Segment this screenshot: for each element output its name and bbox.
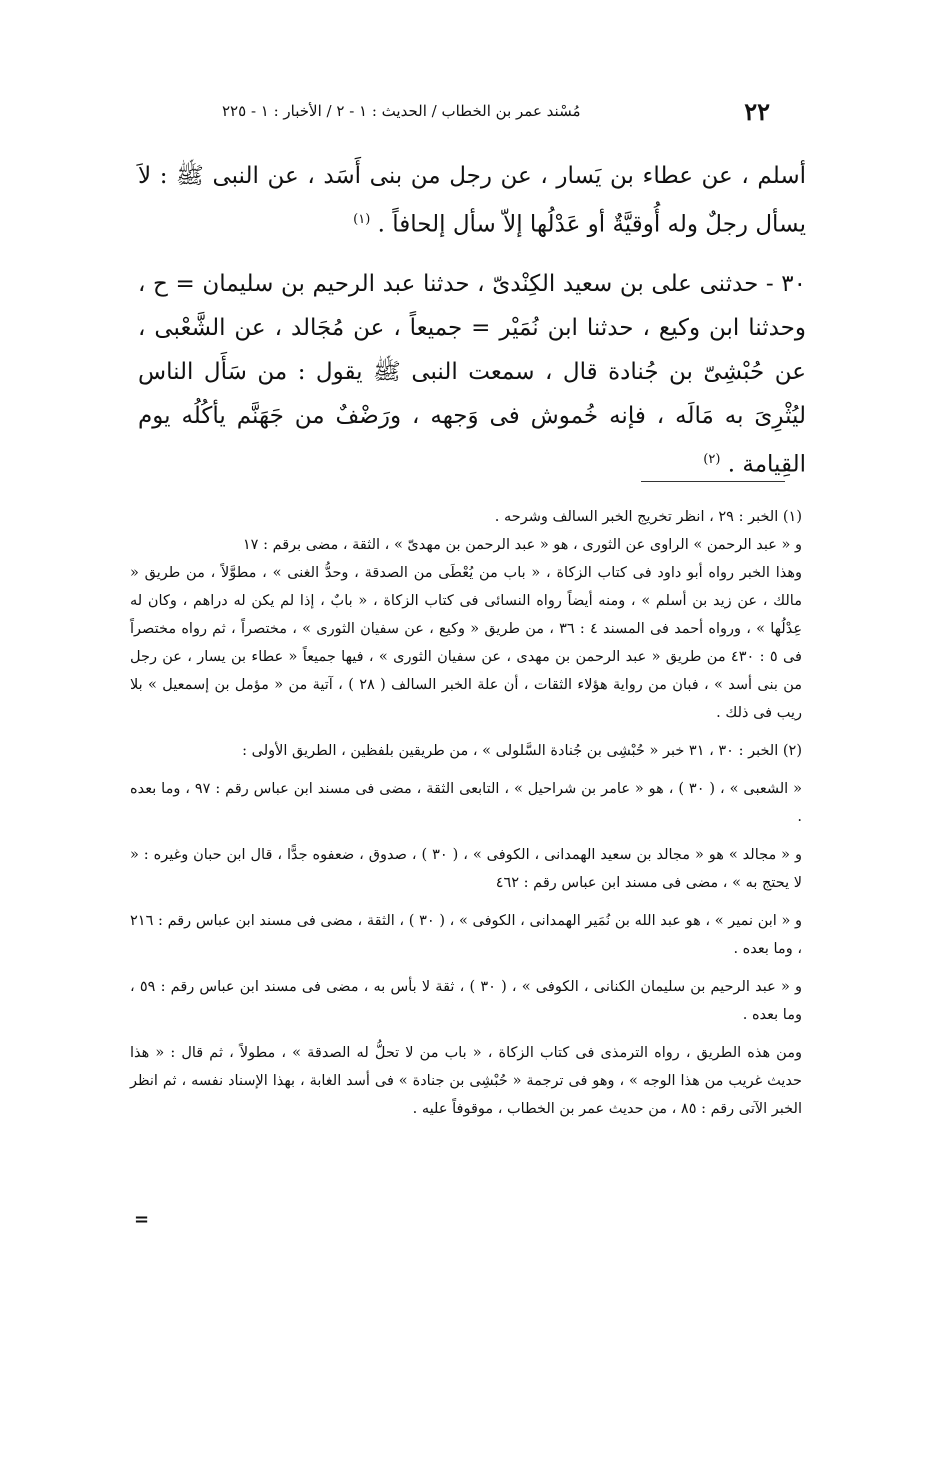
footnote-2-line: و « عبد الرحيم بن سليمان الكنانى ، الكوفى » ، ( ٣٠ ) ، ثقة لا بأس به ، مضى فى مسند ابن عباس رقم : ٥٩ ، وما بعده . (130, 979, 802, 1023)
footnote-2-line: (٢) الخبر : ٣٠ ، ٣١ خبر « حُبْشِى بن جُنادة السَّلولى » ، من طريقين بلفظين ، الطريق الأولى : (242, 743, 802, 759)
footnote-ref-2: (٢) (703, 452, 721, 467)
footnote-1-line: و « عبد الرحمن » الراوى عن الثورى ، هو « عبد الرحمن بن مهدىّ » ، الثقة ، مضى برقم : ١٧ (242, 537, 802, 553)
hadith-30 (138, 262, 806, 487)
hadith-29-tail: أسلم ، عن عطاء بن يَسار ، عن رجل من بنى أَسَد ، عن النبى ﷺ : لاَ يسأل رجلٌ وله أُوقيَّةٌ أو عَدْلُها إلاّ سأل إلحافاً . (138, 163, 806, 238)
hadith-text-continued (138, 154, 806, 247)
continuation-mark: = (134, 1209, 150, 1230)
hadith-30-text: ٣٠ - حدثنى على بن سعيد الكِنْدىّ ، حدثنا عبد الرحيم بن سليمان = ح ، وحدثنا ابن وكيع ، حدثنا ابن نُمَيْر = جميعاً ، عن مُجَالد ، عن الشَّعْبى ، عن حُبْشِىّ بن جُنادة قال ، سمعت النبى ﷺ يقول : من سَأَل الناس ليُثْرِىَ به مَالَه ، فإنه خُموش فى وَجهه ، ورَضْفٌ من جَهَنَّم يأكُلُه يوم القِيامة . (138, 271, 806, 478)
footnote-1-line: (١) الخبر : ٢٩ ، انظر تخريج الخبر السالف وشرحه . (494, 509, 802, 525)
page-number: ٢٢ (744, 96, 770, 126)
footnotes (130, 503, 802, 1123)
running-header (222, 93, 770, 129)
footnote-1-line: وهذا الخبر رواه أبو داود فى كتاب الزكاة ، « باب من يُعْطَى من الصدقة ، وحدُّ الغنى » ، مطوَّلاً ، من طريق « مالك ، عن زيد بن أسلم » ، ومنه أيضاً رواه النسائى فى كتاب الزكاة ، « بابٌ ، إذا لم يكن له دراهم ، وكان له عِدْلُها » ، ورواه أحمد فى المسند ٤ : ٣٦ ، من طريق « وكيع ، عن سفيان الثورى » ، مختصراً ، ثم رواه مختصراً فى ٥ : ٤٣٠ من طريق « عبد الرحمن بن مهدى ، عن سفيان الثورى » ، فيها جميعاً « عطاء بن يسار ، عن رجل من بنى أسد » ، فبان من رواية هؤلاء الثقات ، أن علة الخبر السالف ( ٢٨ ) ، آتية من « مؤمل بن إسمعيل » بلا ريب فى ذلك . (130, 565, 803, 721)
footnote-ref-1: (١) (353, 212, 371, 227)
footnote-separator (641, 481, 785, 482)
footnote-2-line: و « مجالد » هو « مجالد بن سعيد الهمدانى ، الكوفى » ، ( ٣٠ ) ، صدوق ، ضعفوه جدًّا ، قال ابن حبان وغيره : « لا يحتج به » ، مضى فى مسند ابن عباس رقم : ٤٦٢ (130, 847, 802, 891)
footnote-2-line: و « ابن نمير » ، هو عبد الله بن نُمَير الهمدانى ، الكوفى » ، ( ٣٠ ) ، الثقة ، مضى فى مسند ابن عباس رقم : ٢١٦ ، وما بعده . (130, 913, 802, 957)
running-title: مُسْند عمر بن الخطاب / الحديث : ١ - ٢ / الأخبار : ١ - ٢٢٥ (222, 102, 581, 120)
footnote-2-line: ومن هذه الطريق ، رواه الترمذى فى كتاب الزكاة ، « باب من لا تحلُّ له الصدقة » ، مطولاً ، ثم قال : « هذا حديث غريب من هذا الوجه » ، وهو فى ترجمة « حُبْشِى بن جنادة » فى أسد الغابة ، بهذا الإسناد نفسه ، ثم انظر الخبر الآتى رقم : ٨٥ ، من حديث عمر بن الخطاب ، موقوفاً عليه . (130, 1045, 802, 1117)
footnote-2-line: « الشعبى » ، ( ٣٠ ) ، هو « عامر بن شراحيل » ، التابعى الثقة ، مضى فى مسند ابن عباس رقم : ٩٧ ، وما بعده . (130, 781, 802, 825)
